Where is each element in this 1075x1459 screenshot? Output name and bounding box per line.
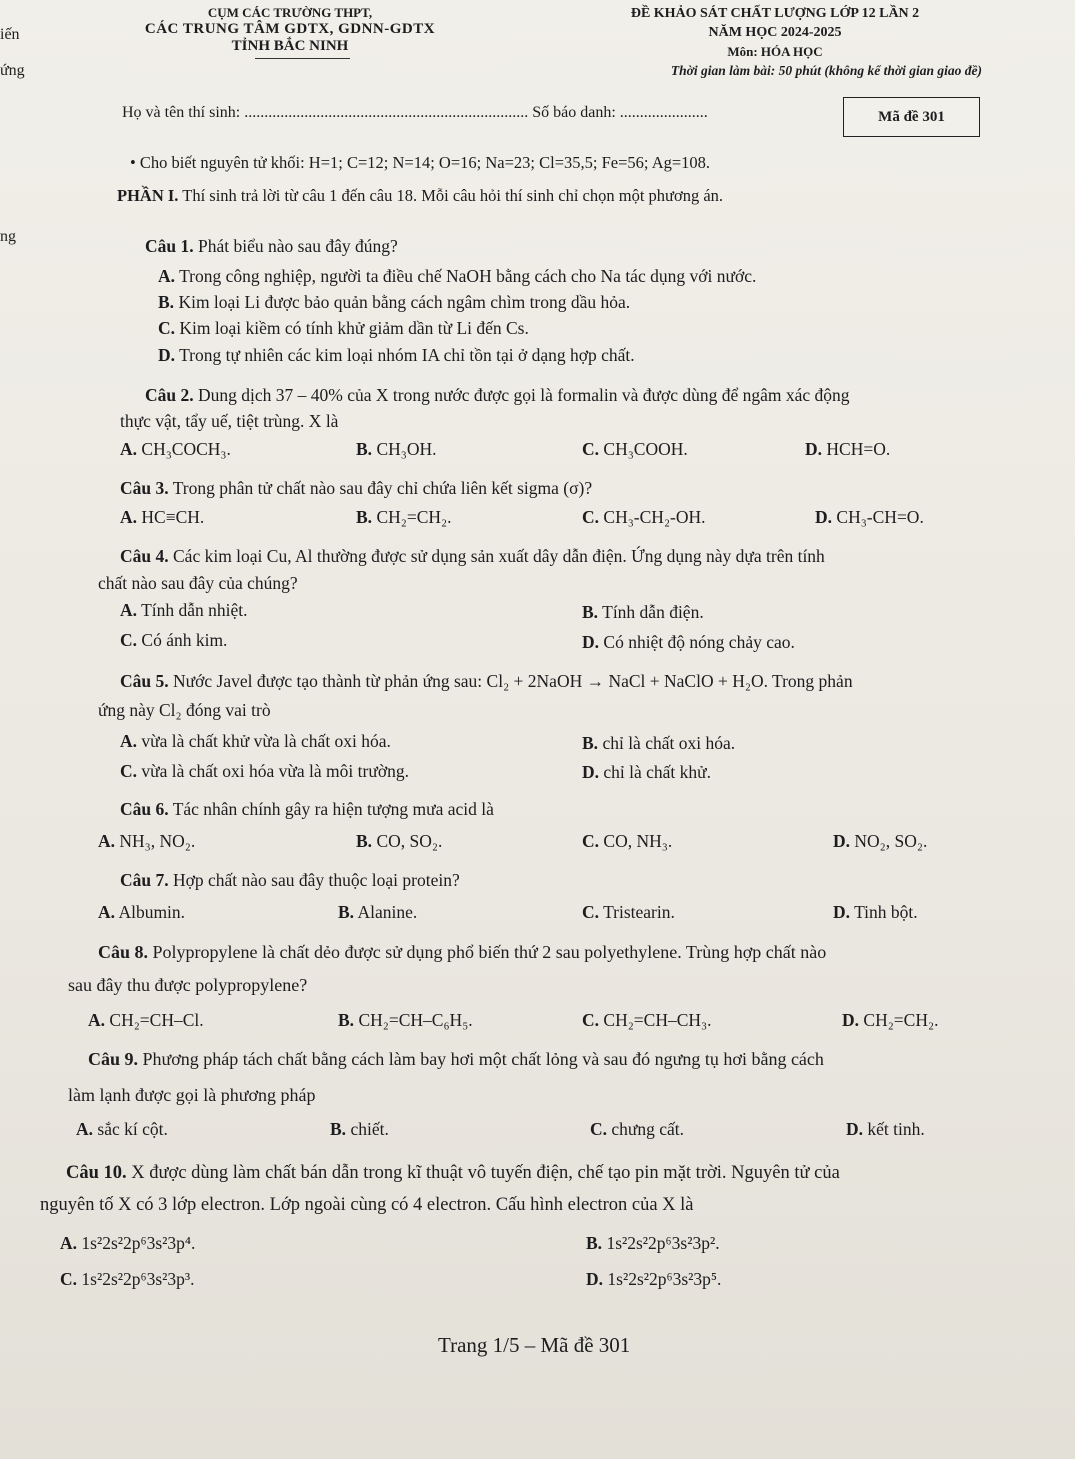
option-text: 1s²2s²2p⁶3s²3p³.	[81, 1269, 195, 1289]
question-text: Các kim loại Cu, Al thường được sử dụng sản xuất dây dẫn điện. Ứng dụng này dựa trên tính	[173, 546, 825, 566]
question-7	[120, 870, 460, 891]
option-letter: A.	[88, 1010, 106, 1030]
question-text: Phát biểu nào sau đây đúng?	[198, 236, 398, 256]
option-text: NH₃, NO₂.	[119, 831, 196, 851]
exam-title: ĐỀ KHẢO SÁT CHẤT LƯỢNG LỚP 12 LẦN 2	[630, 6, 920, 21]
option-letter: D.	[833, 831, 851, 851]
option-letter: B.	[582, 602, 599, 622]
option-letter: B.	[356, 507, 373, 527]
edge-fragment: ứng	[0, 62, 25, 79]
question-2	[145, 385, 850, 406]
option-letter: D.	[815, 507, 833, 527]
sbd-dots: ......................	[619, 104, 708, 121]
option-letter: C.	[120, 630, 138, 650]
question-text: Nước Javel được tạo thành từ phản ứng sau: Cl₂ + 2NaOH → NaCl + NaClO + H₂O. Trong phản	[173, 671, 853, 691]
option-letter: B.	[356, 439, 373, 459]
option-text: Alanine.	[357, 902, 418, 922]
question-1	[145, 236, 398, 257]
option-letter: D.	[846, 1119, 864, 1139]
header-underline	[255, 58, 350, 59]
answer-5c[interactable]	[120, 761, 409, 782]
answer-10c[interactable]	[60, 1269, 195, 1290]
question-number: Câu 5.	[120, 671, 169, 691]
option-text: Kim loại kiềm có tính khử giảm dần từ Li đến Cs.	[179, 318, 529, 338]
question-2-line-2: thực vật, tẩy uế, tiệt trùng. X là	[120, 411, 339, 431]
student-info	[122, 104, 708, 122]
answer-3d[interactable]	[815, 507, 924, 528]
option-text: vừa là chất oxi hóa vừa là môi trường.	[141, 761, 409, 781]
answer-6c[interactable]	[582, 831, 672, 852]
answer-4a[interactable]	[120, 600, 248, 621]
option-letter: C.	[582, 902, 600, 922]
option-text: CO, SO₂.	[376, 831, 443, 851]
question-number: Câu 4.	[120, 546, 169, 566]
question-number: Câu 2.	[145, 385, 194, 405]
option-letter: B.	[338, 1010, 355, 1030]
option-text: 1s²2s²2p⁶3s²3p⁵.	[607, 1269, 722, 1289]
option-letter: B.	[158, 292, 175, 312]
option-text: CH₂=CH₂.	[863, 1010, 939, 1030]
edge-fragment: ng	[0, 228, 16, 245]
school-header	[70, 4, 510, 55]
answer-2c[interactable]	[582, 439, 688, 460]
option-letter: D.	[805, 439, 823, 459]
question-text: Phương pháp tách chất bằng cách làm bay hơi một chất lỏng và sau đó ngưng tụ hơi bằng cách	[142, 1049, 824, 1069]
edge-fragment: iến	[0, 26, 20, 43]
answer-2d[interactable]	[805, 439, 890, 460]
question-number: Câu 6.	[120, 799, 169, 819]
option-letter: A.	[98, 902, 116, 922]
answer-8a[interactable]	[88, 1010, 204, 1031]
answer-3b[interactable]	[356, 507, 452, 528]
option-text: Albumin.	[118, 902, 186, 922]
question-8-line-2: sau đây thu được polypropylene?	[68, 975, 308, 995]
answer-2b[interactable]	[356, 439, 437, 460]
answer-6a[interactable]	[98, 831, 195, 852]
option-text: CH₂=CH–Cl.	[109, 1010, 204, 1030]
question-text: Polypropylene là chất dẻo được sử dụng phổ biến thứ 2 sau polyethylene. Trùng hợp chất nào	[152, 942, 827, 962]
question-number: Câu 8.	[98, 942, 149, 962]
option-text: chưng cất.	[611, 1119, 685, 1139]
option-letter: A.	[120, 439, 138, 459]
answer-6b[interactable]	[356, 831, 442, 852]
option-letter: A.	[60, 1233, 78, 1253]
option-letter: C.	[590, 1119, 608, 1139]
option-text: Kim loại Li được bảo quản bằng cách ngâm chìm trong dầu hỏa.	[178, 292, 631, 312]
option-text: sắc kí cột.	[97, 1119, 168, 1139]
sbd-label: Số báo danh:	[532, 104, 616, 121]
option-text: CO, NH₃.	[603, 831, 673, 851]
answer-8d[interactable]	[842, 1010, 938, 1031]
option-letter: C.	[582, 439, 600, 459]
option-text: Trong tự nhiên các kim loại nhóm IA chỉ tồn tại ở dạng hợp chất.	[179, 345, 635, 365]
exam-code-box: Mã đề 301	[843, 97, 980, 137]
question-number: Câu 3.	[120, 478, 169, 498]
option-text: CH₂=CH–C₆H₅.	[358, 1010, 473, 1030]
subject: Môn: HÓA HỌC	[727, 44, 823, 59]
option-letter: A.	[120, 731, 138, 751]
option-letter: B.	[582, 733, 599, 753]
option-text: CH₃OH.	[376, 439, 437, 459]
option-letter: A.	[120, 507, 138, 527]
option-letter: C.	[158, 318, 176, 338]
question-10	[66, 1163, 840, 1184]
question-number: Câu 1.	[145, 236, 194, 256]
answer-10d[interactable]	[586, 1269, 721, 1290]
question-8	[98, 942, 826, 963]
school-line-3: TỈNH BẮC NINH	[231, 38, 349, 54]
option-text: kết tinh.	[867, 1119, 925, 1139]
option-letter: D.	[582, 632, 600, 652]
option-letter: B.	[330, 1119, 347, 1139]
option-text: 1s²2s²2p⁶3s²3p⁴.	[81, 1233, 196, 1253]
option-text: NO₂, SO₂.	[854, 831, 928, 851]
answer-10b[interactable]	[586, 1233, 720, 1254]
option-text: vừa là chất khử vừa là chất oxi hóa.	[141, 731, 391, 751]
answer-9a[interactable]	[76, 1119, 168, 1140]
option-letter: B.	[586, 1233, 603, 1253]
option-text: CH₂=CH–CH₃.	[603, 1010, 712, 1030]
option-text: Tính dẫn nhiệt.	[141, 600, 248, 620]
question-9	[88, 1049, 824, 1070]
answer-4b[interactable]	[582, 602, 704, 623]
question-4	[120, 546, 825, 567]
question-text: Tác nhân chính gây ra hiện tượng mưa acid là	[172, 799, 494, 819]
answer-7c[interactable]	[582, 902, 675, 923]
answer-1d[interactable]	[158, 345, 635, 366]
answer-8c[interactable]	[582, 1010, 712, 1031]
question-number: Câu 7.	[120, 870, 169, 890]
option-letter: B.	[338, 902, 355, 922]
answer-8b[interactable]	[338, 1010, 473, 1031]
name-label: Họ và tên thí sinh:	[122, 104, 241, 121]
question-text: X được dùng làm chất bán dẫn trong kĩ thuật vô tuyến điện, chế tạo pin mặt trời. Nguyên tử của	[131, 1163, 840, 1183]
answer-3a[interactable]	[120, 507, 204, 528]
option-letter: C.	[582, 831, 600, 851]
option-text: CH₃-CH=O.	[836, 507, 924, 527]
option-text: chiết.	[350, 1119, 389, 1139]
option-text: Tinh bột.	[854, 902, 918, 922]
page-footer: Trang 1/5 – Mã đề 301	[438, 1333, 631, 1357]
option-letter: D.	[842, 1010, 860, 1030]
question-6	[120, 799, 494, 820]
part-1-label: PHẦN I.	[117, 186, 179, 205]
answer-1a[interactable]	[158, 266, 756, 287]
option-letter: A.	[76, 1119, 94, 1139]
question-number: Câu 10.	[66, 1163, 127, 1183]
answer-1b[interactable]	[158, 292, 630, 313]
answer-4c[interactable]	[120, 630, 227, 651]
answer-9b[interactable]	[330, 1119, 389, 1140]
option-text: CH₃COOH.	[603, 439, 688, 459]
answer-7d[interactable]	[833, 902, 918, 923]
option-text: Trong công nghiệp, người ta điều chế NaOH bằng cách cho Na tác dụng với nước.	[179, 266, 757, 286]
option-letter: B.	[356, 831, 373, 851]
part-1-instructions	[117, 186, 723, 206]
question-9-line-2: làm lạnh được gọi là phương pháp	[68, 1085, 316, 1105]
option-text: CH₃COCH₃.	[141, 439, 231, 459]
answer-6d[interactable]	[833, 831, 927, 852]
option-letter: D.	[586, 1269, 604, 1289]
option-text: HCH=O.	[826, 439, 891, 459]
exam-header	[540, 4, 1010, 80]
question-4-line-2: chất nào sau đây của chúng?	[98, 573, 298, 593]
answer-5d[interactable]	[582, 762, 711, 783]
option-text: Có nhiệt độ nóng chảy cao.	[603, 632, 795, 652]
option-letter: C.	[582, 1010, 600, 1030]
answer-4d[interactable]	[582, 632, 795, 653]
option-letter: D.	[833, 902, 851, 922]
time-limit: Thời gian làm bài: 50 phút (không kể thời gian giao đề)	[670, 63, 982, 78]
option-text: HC≡CH.	[141, 507, 205, 527]
atomic-masses: • Cho biết nguyên tử khối: H=1; C=12; N=14; O=16; Na=23; Cl=35,5; Fe=56; Ag=108.	[130, 153, 711, 172]
school-line-2: CÁC TRUNG TÂM GDTX, GDNN-GDTX	[144, 21, 436, 37]
question-3	[120, 478, 592, 499]
answer-5b[interactable]	[582, 733, 735, 754]
option-letter: A.	[120, 600, 138, 620]
question-5-line-2: ứng này Cl₂ đóng vai trò	[98, 700, 271, 720]
option-text: CH₃-CH₂-OH.	[603, 507, 706, 527]
option-letter: C.	[582, 507, 600, 527]
school-year: NĂM HỌC 2024-2025	[708, 25, 842, 40]
atomic-masses-text: Cho biết nguyên tử khối: H=1; C=12; N=14; O=16; Na=23; Cl=35,5; Fe=56; Ag=108.	[139, 153, 711, 172]
option-letter: C.	[120, 761, 138, 781]
option-text: Tính dẫn điện.	[602, 602, 704, 622]
option-letter: D.	[582, 762, 600, 782]
part-1-text: Thí sinh trả lời từ câu 1 đến câu 18. Mỗi câu hỏi thí sinh chỉ chọn một phương án.	[182, 186, 724, 205]
answer-3c[interactable]	[582, 507, 706, 528]
option-text: 1s²2s²2p⁶3s²3p².	[606, 1233, 720, 1253]
question-number: Câu 9.	[88, 1049, 139, 1069]
option-letter: A.	[158, 266, 176, 286]
answer-7b[interactable]	[338, 902, 417, 923]
question-text: Hợp chất nào sau đây thuộc loại protein?	[173, 870, 460, 890]
answer-2a[interactable]	[120, 439, 231, 460]
name-dots: .......................................................................	[244, 104, 529, 121]
option-text: chỉ là chất khử.	[603, 762, 712, 782]
answer-7a[interactable]	[98, 902, 185, 923]
question-text: Dung dịch 37 – 40% của X trong nước được gọi là formalin và được dùng để ngâm xác động	[198, 385, 850, 405]
school-line-1: CỤM CÁC TRƯỜNG THPT,	[207, 5, 373, 20]
option-text: CH₂=CH₂.	[376, 507, 452, 527]
question-10-line-2: nguyên tố X có 3 lớp electron. Lớp ngoài cùng có 4 electron. Cấu hình electron của X là	[40, 1195, 694, 1215]
option-letter: C.	[60, 1269, 78, 1289]
option-letter: A.	[98, 831, 116, 851]
option-text: Có ánh kim.	[141, 630, 228, 650]
option-letter: D.	[158, 345, 176, 365]
option-text: Tristearin.	[603, 902, 675, 922]
question-text: Trong phân tử chất nào sau đây chỉ chứa liên kết sigma (σ)?	[172, 478, 593, 498]
answer-9d[interactable]	[846, 1119, 925, 1140]
answer-10a[interactable]	[60, 1233, 195, 1254]
answer-1c[interactable]	[158, 318, 529, 339]
option-text: chỉ là chất oxi hóa.	[602, 733, 736, 753]
answer-9c[interactable]	[590, 1119, 684, 1140]
question-5	[120, 671, 853, 692]
answer-5a[interactable]	[120, 731, 391, 752]
